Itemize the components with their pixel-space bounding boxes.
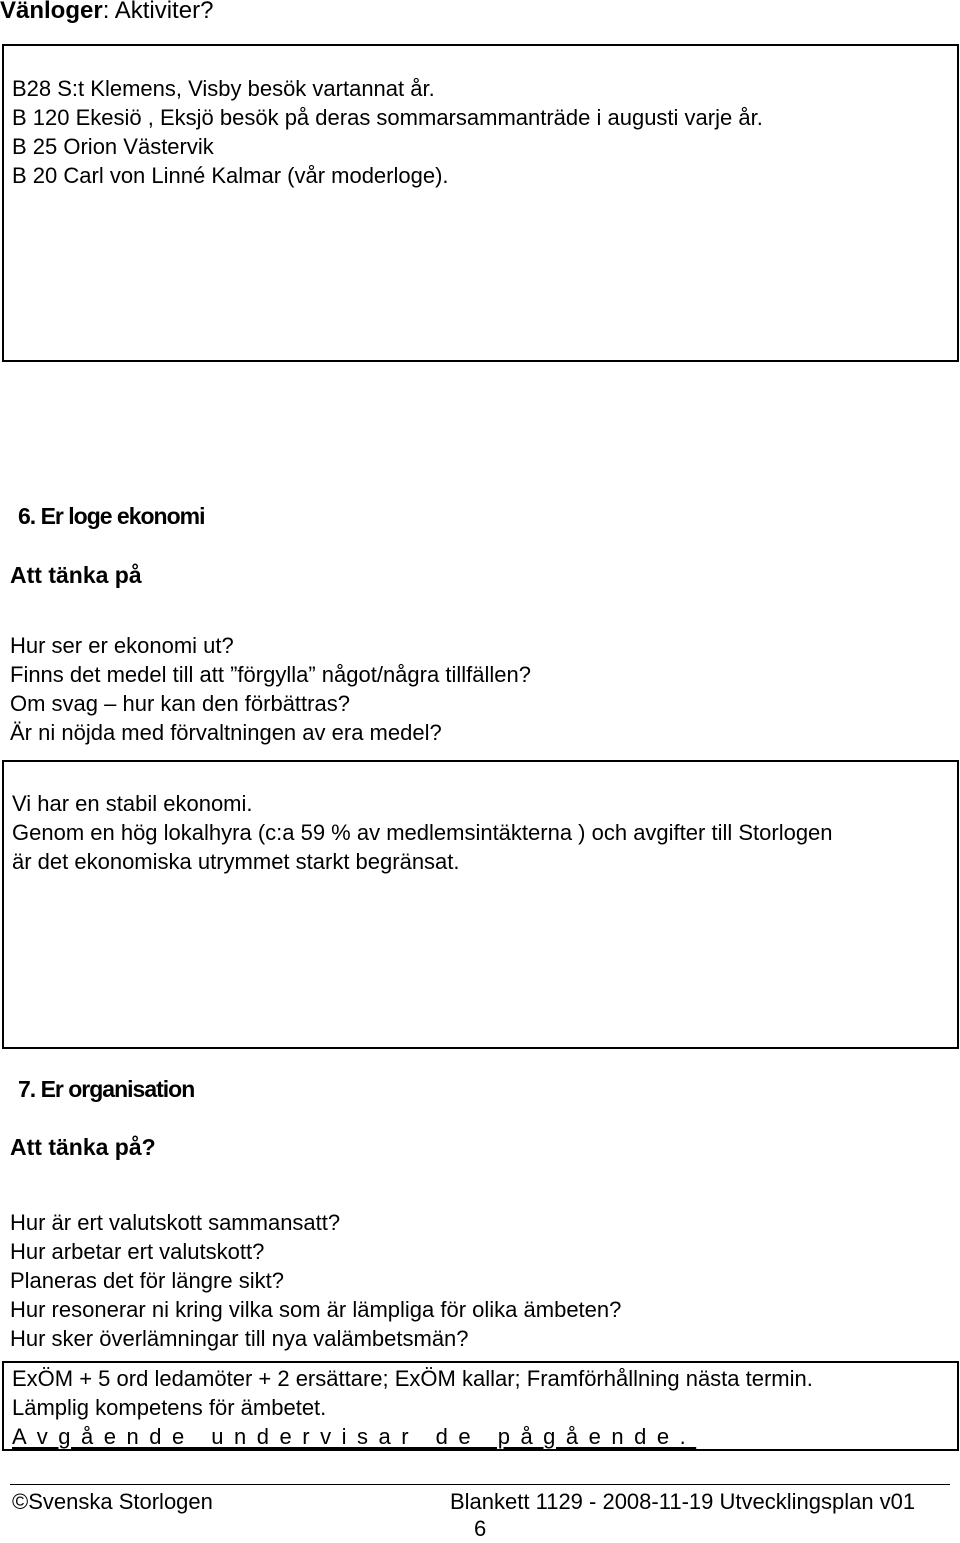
section6-questions (10, 631, 531, 747)
heading-bold: Vänloger (0, 0, 103, 24)
answer-line: Genom en hög lokalhyra (c:a 59 % av medlemsintäkterna ) och avgifter till Storlogen (12, 820, 833, 845)
organisation-answer-box (2, 1361, 959, 1451)
answer-line-spaced: Avgående undervisar de pågående. (12, 1424, 697, 1449)
question-line: Hur ser er ekonomi ut? (10, 633, 234, 658)
footer-rule (10, 1484, 950, 1485)
activity-line: B 20 Carl von Linné Kalmar (vår moderloge). (12, 163, 449, 188)
question-line: Hur är ert valutskott sammansatt? (10, 1210, 341, 1235)
footer-copyright: ©Svenska Storlogen (12, 1489, 213, 1514)
question-line: Planeras det för längre sikt? (10, 1268, 284, 1293)
question-line: Hur sker överlämningar till nya valämbetsmän? (10, 1326, 469, 1351)
question-line: Finns det medel till att ”förgylla” något/några tillfällen? (10, 662, 531, 687)
answer-line: Vi har en stabil ekonomi. (12, 791, 253, 816)
section6-subheading: Att tänka på (10, 562, 142, 588)
activity-line: B 25 Orion Västervik (12, 134, 214, 159)
section6-heading: 6. Er loge ekonomi (18, 503, 205, 529)
economy-answer-lines (12, 789, 833, 876)
heading-rest: : Aktiviter? (102, 0, 214, 24)
question-line: Är ni nöjda med förvaltningen av era medel? (10, 720, 442, 745)
page-number: 6 (474, 1516, 487, 1541)
question-line: Om svag – hur kan den förbättras? (10, 691, 350, 716)
section7-subheading: Att tänka på? (10, 1134, 156, 1160)
question-line: Hur resonerar ni kring vilka som är lämpliga för olika ämbeten? (10, 1297, 622, 1322)
page-top-heading (0, 0, 213, 25)
section7-questions (10, 1208, 621, 1353)
activity-line: B 120 Ekesiö , Eksjö besök på deras sommarsammanträde i augusti varje år. (12, 105, 763, 130)
activities-answer-box (2, 44, 959, 362)
answer-line: ExÖM + 5 ord ledamöter + 2 ersättare; ExÖM kallar; Framförhållning nästa termin. (12, 1366, 813, 1391)
section7-heading: 7. Er organisation (18, 1076, 195, 1102)
economy-answer-box (2, 760, 959, 1049)
activity-line: B28 S:t Klemens, Visby besök vartannat år. (12, 76, 435, 101)
activities-lines (12, 74, 763, 190)
organisation-answer-lines (12, 1364, 813, 1451)
footer-form-id: Blankett 1129 - 2008-11-19 Utvecklingsplan v01 (450, 1489, 916, 1514)
answer-line: är det ekonomiska utrymmet starkt begränsat. (12, 849, 460, 874)
answer-line: Lämplig kompetens för ämbetet. (12, 1395, 327, 1420)
question-line: Hur arbetar ert valutskott? (10, 1239, 265, 1264)
